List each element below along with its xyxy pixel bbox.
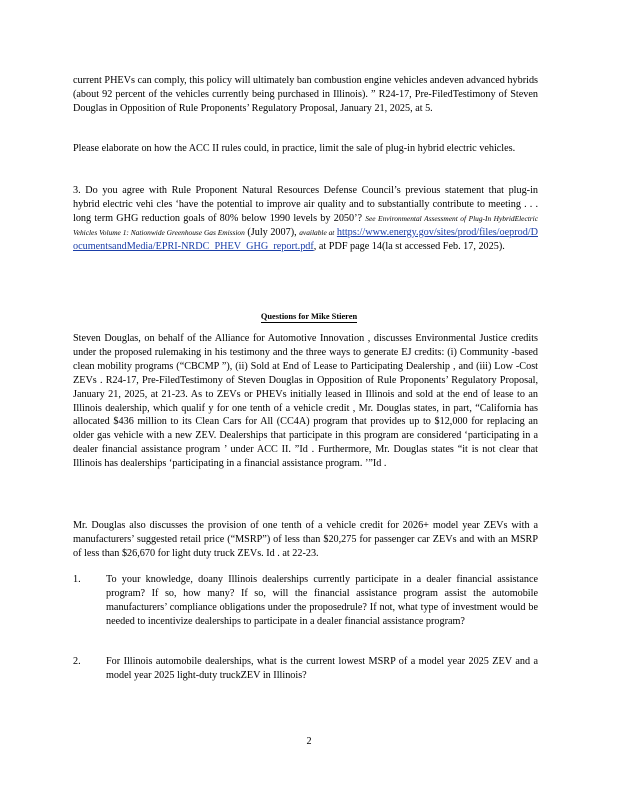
list-item-text: For Illinois automobile dealerships, what is the current lowest MSRP of a model year 2025 ZEV and a model year 2025 light-duty truckZEV in Illinois?	[106, 656, 538, 681]
page-number: 2	[306, 736, 312, 747]
section-heading-text: Questions for Mike Stieren	[260, 312, 358, 321]
list-item	[73, 655, 538, 683]
paragraph-text: Please elaborate on how the ACC II rules could, in practice, limit the sale of plug-in hybrid electric vehicles.	[73, 143, 516, 154]
paragraph-elaborate-request	[73, 142, 538, 156]
paragraph-text: Steven Douglas, on behalf of the Alliance for Automotive Innovation , discusses Environmental Justice credits under the proposed rulemaking in his testimony and the three ways to generate EJ credits: (i) Community -based clean mobility programs (“CBCMP ”), (ii) Sold at End of Lease to Participating Dealership , and (iii) Low -Cost ZEVs . R24-17, Pre-FiledTestimony of Steven Douglas in Opposition of Rule Proponents’ Regulatory Proposal, January 21, 2025, at 21-23. As to ZEVs or PHEVs initially leased in Illinois and sold at the end of lease to an Illinois dealership, which qualif y for one tenth of a vehicle credit , Mr. Douglas states, in part, “California has allocated $436 million to its Clean Cars for All (CC4A) program that provides up to $12,000 for replacing an older gas vehicle with a new ZEV. Dealerships that participate in this program are considered ‘participating in a dealer financial assistance program ’ under ACC II. ”Id . Furthermore, Mr. Douglas states “it is not clear that Illinois has dealerships ‘participating in a financial assistance program. ’”Id .	[73, 333, 538, 470]
section-heading	[0, 312, 618, 321]
citation-date: (July 2007),	[247, 226, 297, 238]
citation-link[interactable]: https://www.energy.gov/sites/prod/files/oeprod/DocumentsandMedia/EPRI-NRDC_PHEV_GHG_report.pdf	[73, 226, 538, 252]
paragraph-question-3	[73, 184, 538, 254]
list-item-number: 2.	[73, 656, 81, 667]
question-3-text: 3. Do you agree with Rule Proponent Natural Resources Defense Council’s previous statement that plug-in hybrid electric vehi cles ‘have the potential to improve air quality and to substantially contribute to meeting . . . long term GHG reduction goals of 80% below 1990 levels by 2050’?	[73, 185, 538, 224]
list-item	[73, 573, 538, 629]
paragraph-text: current PHEVs can comply, this policy will ultimately ban combustion engine vehicles andeven advanced hybrids (about 92 percent of the vehicles currently being purchased in Illinois). ” R24-17, Pre-FiledTestimony of Steven Douglas in Opposition of Rule Proponents’ Regulatory Proposal, January 21, 2025, at 5.	[73, 75, 538, 114]
paragraph-msrp-credit	[73, 519, 538, 561]
citation-title: See Environmental Assessment of Plug-In HybridElectric Vehicles Volume 1: Nationwide Greenhouse Gas Emission	[73, 213, 539, 237]
paragraph-text: Mr. Douglas also discusses the provision of one tenth of a vehicle credit for 2026+ model year ZEVs with a manufacturers’ suggested retail price (“MSRP”) of less than $20,275 for passenger car ZEVs and with an MSRP of less than $26,670 for light duty truck ZEVs. Id . at 22-23.	[73, 520, 538, 559]
citation-available: available at	[299, 227, 335, 237]
paragraph-ej-credits	[73, 332, 538, 471]
list-item-number: 1.	[73, 574, 81, 585]
paragraph-testimony-quote	[73, 74, 538, 116]
citation-tail: , at PDF page 14(la st accessed Feb. 17, 2025).	[313, 240, 505, 252]
list-item-text: To your knowledge, doany Illinois dealerships currently participate in a dealer financial assistance program? If so, how many? If so, will the financial assistance program assist the automobile manufacturers’ compliance obligations under the proposedrule? If not, what type of investment would be needed to incentivize dealerships to participate in a dealer financial assistance program?	[106, 574, 538, 627]
